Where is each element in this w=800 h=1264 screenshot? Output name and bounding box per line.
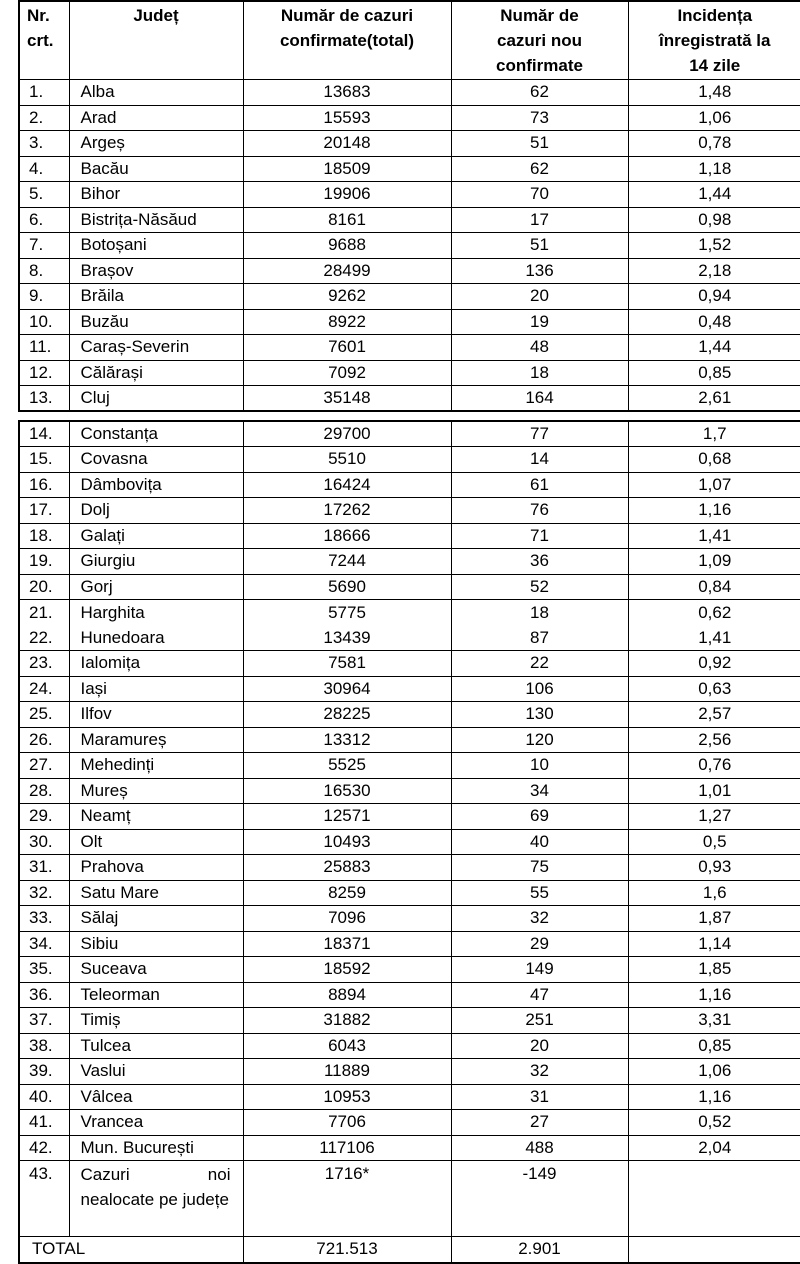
new-cases-cell: 77 xyxy=(451,421,628,447)
county-cell: Maramureș xyxy=(69,727,243,753)
county-cell: Vâlcea xyxy=(69,1084,243,1110)
incidence-cell: 0,93 xyxy=(628,855,800,881)
table-row xyxy=(19,131,800,157)
incidence-cell: 0,68 xyxy=(628,447,800,473)
table-row xyxy=(19,472,800,498)
row-number-cell: 26. xyxy=(19,727,69,753)
row-number-cell: 32. xyxy=(19,880,69,906)
incidence-cell: 1,27 xyxy=(628,804,800,830)
total-cases-cell: 5510 xyxy=(243,447,451,473)
new-cases-cell: 29 xyxy=(451,931,628,957)
total-cases-cell: 7096 xyxy=(243,906,451,932)
row-number-cell: 16. xyxy=(19,472,69,498)
county-cell: Prahova xyxy=(69,855,243,881)
row-number-cell: 19. xyxy=(19,549,69,575)
county-cell: Mureș xyxy=(69,778,243,804)
total-cases-cell: 1716* xyxy=(243,1161,451,1237)
total-cases-cell: 15593 xyxy=(243,105,451,131)
row-number-cell: 37. xyxy=(19,1008,69,1034)
total-cases-cell: 16530 xyxy=(243,778,451,804)
county-cell: Iași xyxy=(69,676,243,702)
incidence-cell: 0,98 xyxy=(628,207,800,233)
total-cases-cell: 10953 xyxy=(243,1084,451,1110)
row-number-cell: 4. xyxy=(19,156,69,182)
new-cases-cell: 34 xyxy=(451,778,628,804)
table-row xyxy=(19,880,800,906)
table-row xyxy=(19,156,800,182)
county-cell: Dâmbovița xyxy=(69,472,243,498)
total-cases-cell: 16424 xyxy=(243,472,451,498)
table-row xyxy=(19,549,800,575)
county-cell: Neamț xyxy=(69,804,243,830)
new-cases-cell: 61 xyxy=(451,472,628,498)
table-row xyxy=(19,1161,800,1237)
new-cases-cell: 136 xyxy=(451,258,628,284)
county-cell: Sibiu xyxy=(69,931,243,957)
row-number-cell: 42. xyxy=(19,1135,69,1161)
county-cell: Dolj xyxy=(69,498,243,524)
header-total-cases xyxy=(243,1,451,80)
row-number-cell: 17. xyxy=(19,498,69,524)
new-cases-cell: 120 xyxy=(451,727,628,753)
new-cases-cell: 488 xyxy=(451,1135,628,1161)
county-cell: Mun. București xyxy=(69,1135,243,1161)
county-cell: Gorj xyxy=(69,574,243,600)
total-cases-cell: 7706 xyxy=(243,1110,451,1136)
county-cell: Olt xyxy=(69,829,243,855)
new-cases-cell: 76 xyxy=(451,498,628,524)
new-cases-cell: 52 xyxy=(451,574,628,600)
table-row xyxy=(19,778,800,804)
new-cases-cell: 27 xyxy=(451,1110,628,1136)
new-cases-cell: 69 xyxy=(451,804,628,830)
row-number-cell: 23. xyxy=(19,651,69,677)
total-cases-cell: 18666 xyxy=(243,523,451,549)
county-cell: Suceava xyxy=(69,957,243,983)
incidence-cell: 2,61 xyxy=(628,386,800,412)
table-row xyxy=(19,284,800,310)
incidence-cell: 1,6 xyxy=(628,880,800,906)
total-cases-cell: 8161 xyxy=(243,207,451,233)
table-row xyxy=(19,447,800,473)
total-cases-cell: 5525 xyxy=(243,753,451,779)
cases-table-segment-1 xyxy=(18,0,800,412)
row-number-cell: 8. xyxy=(19,258,69,284)
row-number-cell: 15. xyxy=(19,447,69,473)
total-cases-cell: 30964 xyxy=(243,676,451,702)
table-row xyxy=(19,625,800,651)
total-cases-cell: 12571 xyxy=(243,804,451,830)
row-number-cell: 2. xyxy=(19,105,69,131)
row-number-cell: 6. xyxy=(19,207,69,233)
total-cases-cell: 5775 xyxy=(243,600,451,626)
county-cell: Arad xyxy=(69,105,243,131)
incidence-cell: 1,16 xyxy=(628,1084,800,1110)
new-cases-cell: 70 xyxy=(451,182,628,208)
total-row xyxy=(19,1237,800,1263)
incidence-cell: 1,14 xyxy=(628,931,800,957)
row-number-cell: 39. xyxy=(19,1059,69,1085)
table-row xyxy=(19,727,800,753)
header-judet: Județ xyxy=(69,1,243,80)
incidence-cell: 0,84 xyxy=(628,574,800,600)
total-cases-cell: 18509 xyxy=(243,156,451,182)
incidence-cell: 1,7 xyxy=(628,421,800,447)
county-cell: Teleorman xyxy=(69,982,243,1008)
table-body-page2 xyxy=(19,421,800,1237)
county-cell: Hunedoara xyxy=(69,625,243,651)
total-cases-cell: 35148 xyxy=(243,386,451,412)
total-label-cell: TOTAL xyxy=(19,1237,243,1263)
new-cases-cell: 22 xyxy=(451,651,628,677)
header-total-cases-label: Număr de cazuri confirmate(total) xyxy=(279,6,415,50)
table-row xyxy=(19,982,800,1008)
row-number-cell: 31. xyxy=(19,855,69,881)
incidence-cell: 1,06 xyxy=(628,1059,800,1085)
incidence-cell: 0,85 xyxy=(628,1033,800,1059)
row-number-cell: 25. xyxy=(19,702,69,728)
table-row xyxy=(19,804,800,830)
row-number-cell: 30. xyxy=(19,829,69,855)
table-row xyxy=(19,702,800,728)
new-cases-cell: 40 xyxy=(451,829,628,855)
incidence-cell: 1,41 xyxy=(628,625,800,651)
table-row xyxy=(19,498,800,524)
incidence-cell: 0,76 xyxy=(628,753,800,779)
county-cell: Vrancea xyxy=(69,1110,243,1136)
table-row xyxy=(19,105,800,131)
row-number-cell: 3. xyxy=(19,131,69,157)
row-number-cell: 10. xyxy=(19,309,69,335)
incidence-cell: 2,56 xyxy=(628,727,800,753)
total-cases-cell: 13439 xyxy=(243,625,451,651)
new-cases-cell: 251 xyxy=(451,1008,628,1034)
total-cases-cell: 6043 xyxy=(243,1033,451,1059)
row-number-cell: 14. xyxy=(19,421,69,447)
total-cases-cell: 18592 xyxy=(243,957,451,983)
incidence-cell: 1,87 xyxy=(628,906,800,932)
table-row xyxy=(19,906,800,932)
total-cases-cell: 25883 xyxy=(243,855,451,881)
incidence-cell: 1,07 xyxy=(628,472,800,498)
new-cases-cell: 20 xyxy=(451,284,628,310)
table-row xyxy=(19,931,800,957)
row-number-cell: 18. xyxy=(19,523,69,549)
header-incidence-label: Incidența înregistrată la 14 zile xyxy=(659,6,771,75)
total-cases-cell: 8922 xyxy=(243,309,451,335)
county-cell: Brașov xyxy=(69,258,243,284)
row-number-cell: 12. xyxy=(19,360,69,386)
table-row xyxy=(19,335,800,361)
county-cell: Botoșani xyxy=(69,233,243,259)
county-cell: Harghita xyxy=(69,600,243,626)
row-number-cell: 38. xyxy=(19,1033,69,1059)
total-cases-cell: 117106 xyxy=(243,1135,451,1161)
total-cases-cell: 7581 xyxy=(243,651,451,677)
incidence-cell: 1,16 xyxy=(628,982,800,1008)
county-cell: Covasna xyxy=(69,447,243,473)
table-row xyxy=(19,1110,800,1136)
incidence-cell: 1,09 xyxy=(628,549,800,575)
new-cases-cell: 73 xyxy=(451,105,628,131)
county-cell: Tulcea xyxy=(69,1033,243,1059)
incidence-cell: 1,44 xyxy=(628,335,800,361)
new-cases-cell: 47 xyxy=(451,982,628,1008)
row-number-cell: 11. xyxy=(19,335,69,361)
total-cases-cell: 7601 xyxy=(243,335,451,361)
table-row xyxy=(19,233,800,259)
header-row xyxy=(19,1,800,80)
new-cases-cell: 87 xyxy=(451,625,628,651)
county-cell: Vaslui xyxy=(69,1059,243,1085)
county-cell: Cluj xyxy=(69,386,243,412)
new-cases-cell: 48 xyxy=(451,335,628,361)
total-cases-cell: 20148 xyxy=(243,131,451,157)
table-row xyxy=(19,421,800,447)
new-cases-cell: 75 xyxy=(451,855,628,881)
new-cases-cell: -149 xyxy=(451,1161,628,1237)
total-cases-cell: 9688 xyxy=(243,233,451,259)
row-number-cell: 40. xyxy=(19,1084,69,1110)
county-cell: Bacău xyxy=(69,156,243,182)
total-cases-cell: 7244 xyxy=(243,549,451,575)
table-row xyxy=(19,309,800,335)
incidence-cell: 1,01 xyxy=(628,778,800,804)
incidence-cell: 0,52 xyxy=(628,1110,800,1136)
new-cases-cell: 55 xyxy=(451,880,628,906)
table-body-page1 xyxy=(19,80,800,412)
county-cell: Bistrița-Năsăud xyxy=(69,207,243,233)
row-number-cell: 1. xyxy=(19,80,69,106)
table-row xyxy=(19,753,800,779)
total-cases-cell: 17262 xyxy=(243,498,451,524)
county-cell: Mehedinți xyxy=(69,753,243,779)
total-cases-cell: 18371 xyxy=(243,931,451,957)
county-label: Cazuri noi nealocate pe județe xyxy=(80,1165,231,1209)
new-cases-cell: 62 xyxy=(451,156,628,182)
incidence-cell: 2,04 xyxy=(628,1135,800,1161)
total-cases-cell: 7092 xyxy=(243,360,451,386)
table-row xyxy=(19,360,800,386)
row-number-cell: 20. xyxy=(19,574,69,600)
table-header xyxy=(19,1,800,80)
incidence-cell: 0,92 xyxy=(628,651,800,677)
incidence-cell: 1,52 xyxy=(628,233,800,259)
new-cases-cell: 31 xyxy=(451,1084,628,1110)
table-row xyxy=(19,829,800,855)
row-number-cell: 33. xyxy=(19,906,69,932)
total-cases-cell: 8259 xyxy=(243,880,451,906)
incidence-cell: 1,18 xyxy=(628,156,800,182)
row-number-cell: 24. xyxy=(19,676,69,702)
new-cases-cell: 51 xyxy=(451,131,628,157)
new-cases-cell: 130 xyxy=(451,702,628,728)
incidence-cell: 0,94 xyxy=(628,284,800,310)
county-cell: Bihor xyxy=(69,182,243,208)
incidence-cell: 1,16 xyxy=(628,498,800,524)
row-number-cell: 7. xyxy=(19,233,69,259)
county-cell: Galați xyxy=(69,523,243,549)
row-number-cell: 27. xyxy=(19,753,69,779)
new-cases-cell: 14 xyxy=(451,447,628,473)
row-number-cell: 22. xyxy=(19,625,69,651)
header-new-cases xyxy=(451,1,628,80)
incidence-cell xyxy=(628,1161,800,1237)
new-cases-cell: 62 xyxy=(451,80,628,106)
incidence-cell: 2,18 xyxy=(628,258,800,284)
new-cases-cell: 149 xyxy=(451,957,628,983)
incidence-cell: 0,48 xyxy=(628,309,800,335)
table-row xyxy=(19,1008,800,1034)
header-incidence xyxy=(628,1,800,80)
header-new-cases-label: Număr de cazuri nou confirmate xyxy=(496,6,583,75)
incidence-cell: 0,78 xyxy=(628,131,800,157)
row-number-cell: 5. xyxy=(19,182,69,208)
incidence-cell: 0,62 xyxy=(628,600,800,626)
row-number-cell: 21. xyxy=(19,600,69,626)
table-row xyxy=(19,1135,800,1161)
row-number-cell: 34. xyxy=(19,931,69,957)
row-number-cell: 35. xyxy=(19,957,69,983)
new-cases-cell: 32 xyxy=(451,906,628,932)
county-cell: Călărași xyxy=(69,360,243,386)
total-cases-cell: 28499 xyxy=(243,258,451,284)
row-number-cell: 43. xyxy=(19,1161,69,1237)
new-cases-cell: 20 xyxy=(451,1033,628,1059)
table-row xyxy=(19,651,800,677)
table-row xyxy=(19,676,800,702)
total-cases-sum-cell: 721.513 xyxy=(243,1237,451,1263)
incidence-cell: 1,85 xyxy=(628,957,800,983)
table-row xyxy=(19,80,800,106)
new-cases-cell: 71 xyxy=(451,523,628,549)
cases-table-segment-2 xyxy=(18,420,800,1264)
new-cases-cell: 10 xyxy=(451,753,628,779)
county-cell: Brăila xyxy=(69,284,243,310)
total-cases-cell: 5690 xyxy=(243,574,451,600)
table-row xyxy=(19,523,800,549)
new-cases-cell: 18 xyxy=(451,600,628,626)
incidence-sum-cell xyxy=(628,1237,800,1263)
table-row xyxy=(19,957,800,983)
table-row xyxy=(19,1059,800,1085)
table-row xyxy=(19,1033,800,1059)
county-cell: Constanța xyxy=(69,421,243,447)
county-cell: Ilfov xyxy=(69,702,243,728)
new-cases-sum-cell: 2.901 xyxy=(451,1237,628,1263)
new-cases-cell: 106 xyxy=(451,676,628,702)
row-number-cell: 41. xyxy=(19,1110,69,1136)
county-cell: Buzău xyxy=(69,309,243,335)
county-cell: Alba xyxy=(69,80,243,106)
incidence-cell: 1,48 xyxy=(628,80,800,106)
new-cases-cell: 36 xyxy=(451,549,628,575)
county-cell: Giurgiu xyxy=(69,549,243,575)
incidence-cell: 1,44 xyxy=(628,182,800,208)
new-cases-cell: 164 xyxy=(451,386,628,412)
county-cell: Argeș xyxy=(69,131,243,157)
county-cell: Sălaj xyxy=(69,906,243,932)
county-cell xyxy=(69,1161,243,1237)
table-row xyxy=(19,1084,800,1110)
table-footer xyxy=(19,1237,800,1263)
table-row xyxy=(19,386,800,412)
new-cases-cell: 17 xyxy=(451,207,628,233)
new-cases-cell: 51 xyxy=(451,233,628,259)
county-cell: Caraș-Severin xyxy=(69,335,243,361)
table-row xyxy=(19,574,800,600)
total-cases-cell: 19906 xyxy=(243,182,451,208)
county-cell: Satu Mare xyxy=(69,880,243,906)
incidence-cell: 3,31 xyxy=(628,1008,800,1034)
county-cell: Timiș xyxy=(69,1008,243,1034)
row-number-cell: 28. xyxy=(19,778,69,804)
table-row xyxy=(19,855,800,881)
total-cases-cell: 10493 xyxy=(243,829,451,855)
total-cases-cell: 8894 xyxy=(243,982,451,1008)
row-number-cell: 13. xyxy=(19,386,69,412)
table-row xyxy=(19,258,800,284)
total-cases-cell: 13312 xyxy=(243,727,451,753)
new-cases-cell: 32 xyxy=(451,1059,628,1085)
incidence-cell: 1,06 xyxy=(628,105,800,131)
total-cases-cell: 28225 xyxy=(243,702,451,728)
incidence-cell: 1,41 xyxy=(628,523,800,549)
new-cases-cell: 18 xyxy=(451,360,628,386)
header-nr-crt: Nr. crt. xyxy=(19,1,69,80)
incidence-cell: 0,85 xyxy=(628,360,800,386)
incidence-cell: 2,57 xyxy=(628,702,800,728)
incidence-cell: 0,5 xyxy=(628,829,800,855)
new-cases-cell: 19 xyxy=(451,309,628,335)
row-number-cell: 36. xyxy=(19,982,69,1008)
row-number-cell: 9. xyxy=(19,284,69,310)
total-cases-cell: 13683 xyxy=(243,80,451,106)
table-row xyxy=(19,207,800,233)
row-number-cell: 29. xyxy=(19,804,69,830)
table-row xyxy=(19,182,800,208)
incidence-cell: 0,63 xyxy=(628,676,800,702)
total-cases-cell: 9262 xyxy=(243,284,451,310)
table-row xyxy=(19,600,800,626)
total-cases-cell: 29700 xyxy=(243,421,451,447)
total-cases-cell: 11889 xyxy=(243,1059,451,1085)
total-cases-cell: 31882 xyxy=(243,1008,451,1034)
county-cell: Ialomița xyxy=(69,651,243,677)
